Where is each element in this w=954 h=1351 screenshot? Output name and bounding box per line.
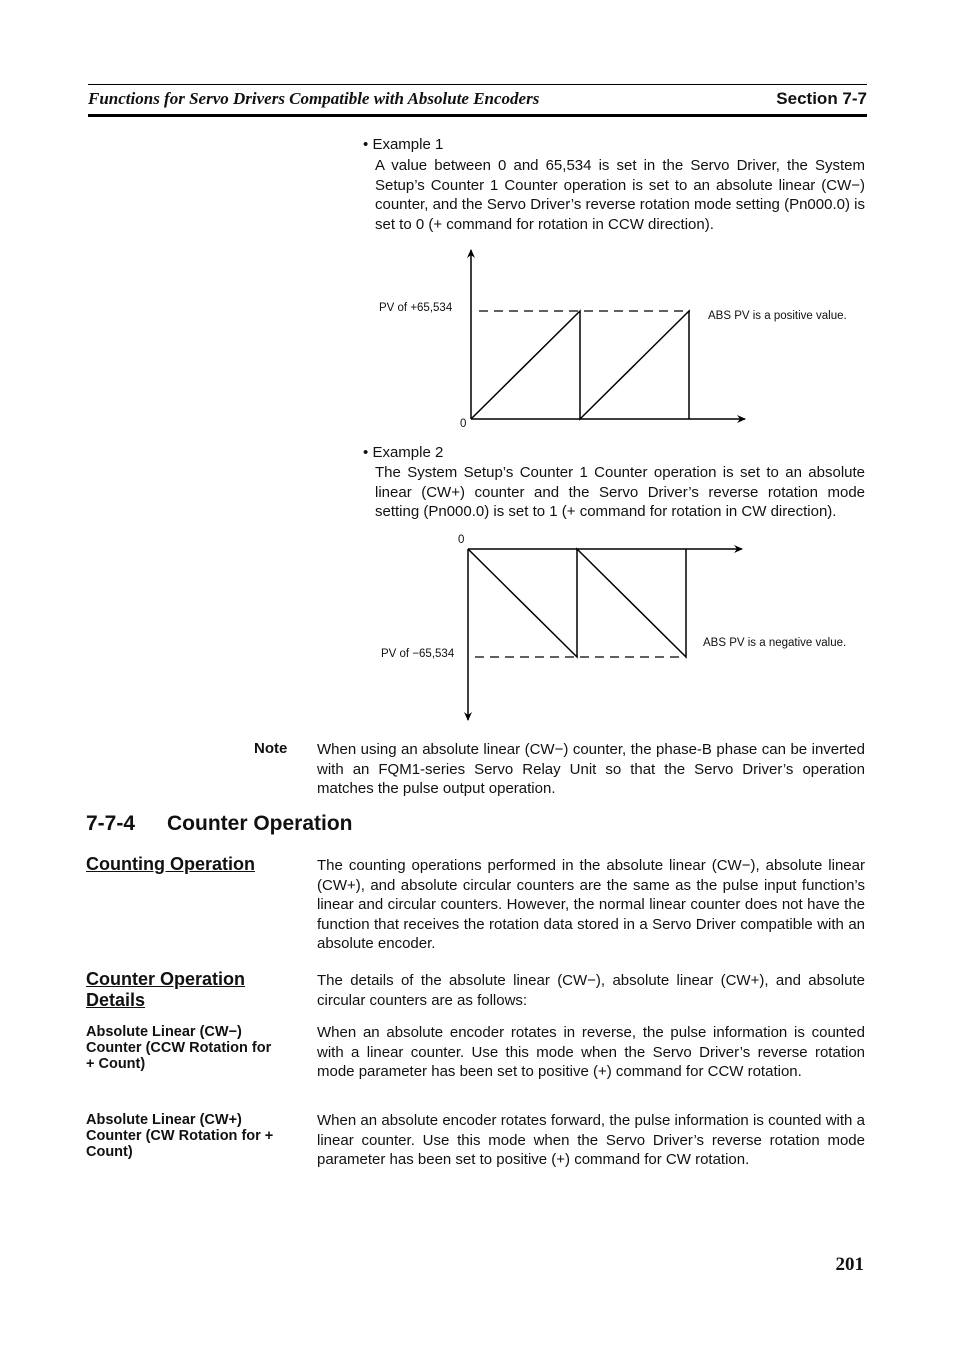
example1-bullet: •	[363, 136, 369, 153]
section-title: Counter Operation	[167, 812, 353, 835]
cw-plus-text: When an absolute encoder rotates forward, the pulse information is counted with a linear counter. Use this mode when the Servo Driver’s reverse rotation mode parameter has been set to positive (+) command for CW rotation.	[317, 1112, 865, 1168]
chart2-note: ABS PV is a negative value.	[703, 637, 847, 649]
details-text: The details of the absolute linear (CW−), absolute linear (CW+), and absolute circular counters are as follows:	[317, 972, 865, 1009]
chart1-note: ABS PV is a positive value.	[708, 310, 847, 322]
section-number: 7-7-4	[86, 812, 136, 835]
running-header-section: Section 7-7	[776, 89, 867, 108]
details-heading: Counter Operation Details	[86, 969, 246, 1010]
chart2-sawtooth	[468, 549, 686, 657]
cw-plus-heading: Absolute Linear (CW+) Counter (CW Rotation for + Count)	[86, 1112, 274, 1160]
counting-operation-text: The counting operations performed in the absolute linear (CW−), absolute linear (CW+), and absolute circular counters are the same as the pulse input function’s linear and circular counters. However, the normal linear counter does not have the function that receives the rotation data stored in a Servo Driver compatible with an absolute encoder.	[317, 857, 865, 952]
cw-minus-text: When an absolute encoder rotates in reverse, the pulse information is counted with a linear counter. Use this mode when the Servo Driver’s reverse rotation mode parameter has been set to positive (+) command for CCW rotation.	[317, 1024, 865, 1080]
chart1-pv-label: PV of +65,534	[379, 302, 453, 314]
counting-operation-heading: Counting Operation	[86, 854, 255, 874]
note-label: Note	[254, 740, 288, 757]
example2-label: • Example 2	[363, 444, 444, 461]
page-number: 201	[835, 1254, 864, 1275]
cw-minus-heading: Absolute Linear (CW−) Counter (CCW Rotation for + Count)	[86, 1024, 272, 1072]
example2-bullet: •	[363, 444, 369, 461]
chart2-pv-label: PV of −65,534	[381, 648, 455, 660]
example1-text: A value between 0 and 65,534 is set in the Servo Driver, the System Setup’s Counter 1 Counter operation is set to an absolute linear (CW−) counter, and the Servo Driver’s reverse rotation mode setting (Pn000.0) is set to 0 (+ command for rotation in CCW direction).	[375, 157, 865, 233]
chart1-zero-label: 0	[460, 418, 467, 430]
chart2-zero-label: 0	[458, 534, 465, 546]
note-text: When using an absolute linear (CW−) counter, the phase-B phase can be inverted with an FQM1-series Servo Relay Unit so that the Servo Driver’s operation matches the pulse output operation.	[317, 741, 865, 797]
section-heading	[86, 812, 353, 836]
example1-label: • Example 1	[363, 136, 444, 153]
example2-text: The System Setup’s Counter 1 Counter operation is set to an absolute linear (CW+) counter and the Servo Driver’s reverse rotation mode setting (Pn000.0) is set to 1 (+ command for rotation in CW direction).	[375, 464, 865, 520]
running-header-title: Functions for Servo Drivers Compatible with Absolute Encoders	[88, 89, 540, 108]
